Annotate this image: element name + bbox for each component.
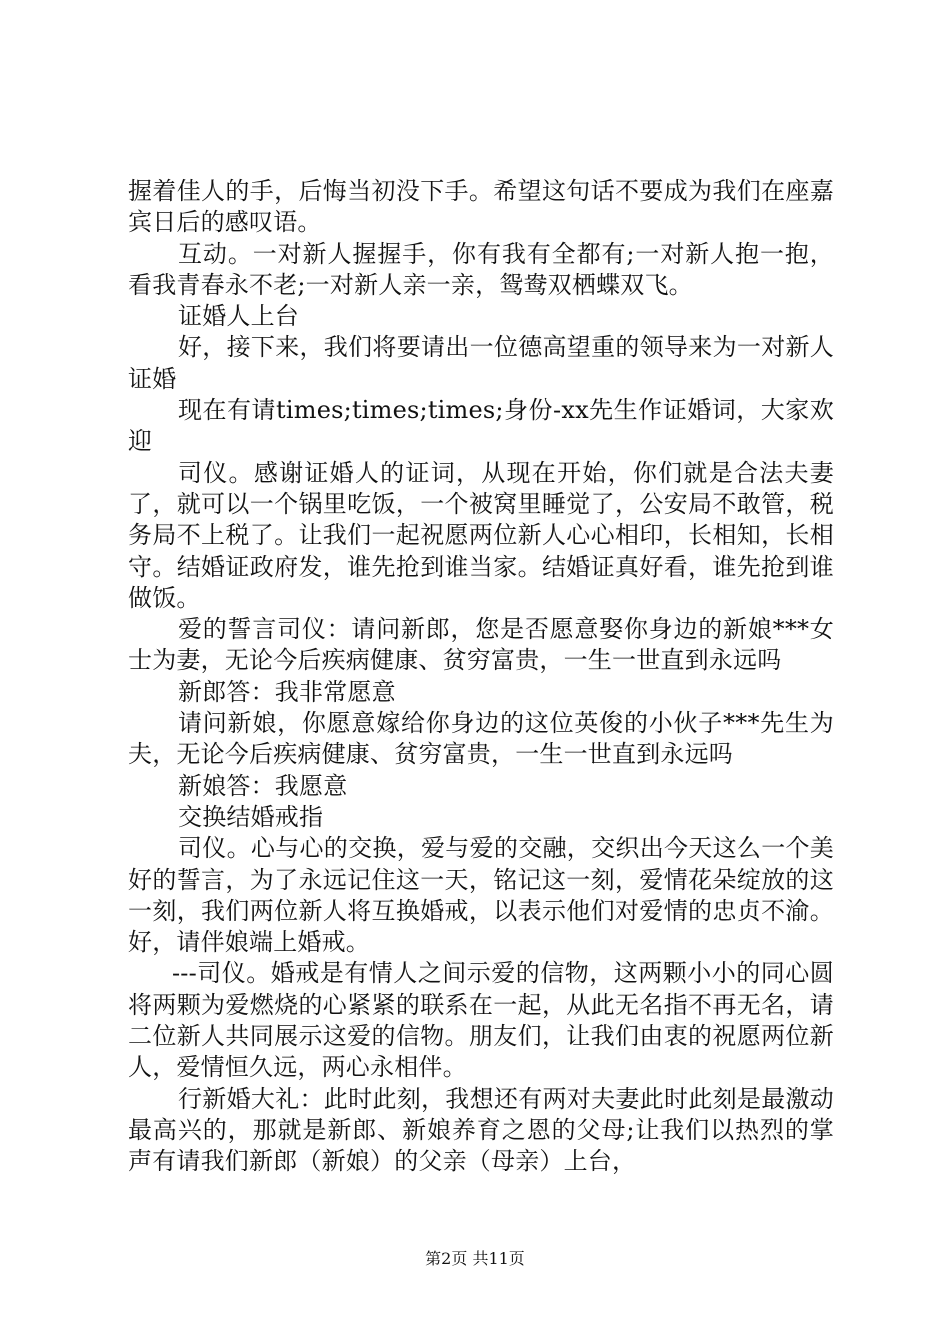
paragraph-9: 请问新娘，你愿意嫁给你身边的这位英俊的小伙子***先生为夫，无论今后疾病健康、贫穷富贵，一生一世直到永远吗 (128, 709, 834, 769)
page-number-label: 第2页 共11页 (425, 1249, 525, 1268)
paragraph-7: 爱的誓言司仪：请问新郎，您是否愿意娶你身边的新娘***女士为妻，无论今后疾病健康、贫穷富贵，一生一世直到永远吗 (128, 615, 834, 675)
paragraph-3: 证婚人上台 (178, 302, 299, 331)
paragraph-14: 行新婚大礼：此时此刻，我想还有两对夫妻此时此刻是最激动最高兴的，那就是新郎、新娘养育之恩的父母;让我们以热烈的掌声有请我们新郎（新娘）的父亲（母亲）上台， (128, 1084, 834, 1176)
paragraph-12: 司仪。心与心的交换，爱与爱的交融，交织出今天这么一个美好的誓言，为了永远记住这一天，铭记这一刻，爱情花朵绽放的这一刻，我们两位新人将互换婚戒，以表示他们对爱情的忠贞不渝。好，请伴娘端上婚戒。 (128, 834, 834, 957)
page-footer (0, 1246, 950, 1269)
paragraph-1: 握着佳人的手，后悔当初没下手。希望这句话不要成为我们在座嘉宾日后的感叹语。 (128, 177, 834, 237)
paragraph-6: 司仪。感谢证婚人的证词，从现在开始，你们就是合法夫妻了，就可以一个锅里吃饭，一个被窝里睡觉了，公安局不敢管，税务局不上税了。让我们一起祝愿两位新人心心相印，长相知，长相守。结婚证政府发，谁先抢到谁当家。结婚证真好看，谁先抢到谁做饭。 (128, 458, 834, 612)
paragraph-10: 新娘答：我愿意 (178, 771, 348, 800)
paragraph-2: 互动。一对新人握握手，你有我有全都有;一对新人抱一抱，看我青春永不老;一对新人亲一亲，鸳鸯双栖蝶双飞。 (128, 239, 834, 299)
document-body (128, 176, 834, 1178)
paragraph-4: 好，接下来，我们将要请出一位德高望重的领导来为一对新人证婚 (128, 333, 834, 393)
paragraph-8: 新郎答：我非常愿意 (178, 677, 396, 706)
paragraph-5: 现在有请times;times;times;身份-xx先生作证婚词，大家欢迎 (128, 396, 834, 456)
paragraph-13: ---司仪。婚戒是有情人之间示爱的信物，这两颗小小的同心圆将两颗为爱燃烧的心紧紧的联系在一起，从此无名指不再无名，请二位新人共同展示这爱的信物。朋友们，让我们由衷的祝愿两位新人，爱情恒久远，两心永相伴。 (128, 959, 834, 1082)
paragraph-11: 交换结婚戒指 (178, 802, 324, 831)
